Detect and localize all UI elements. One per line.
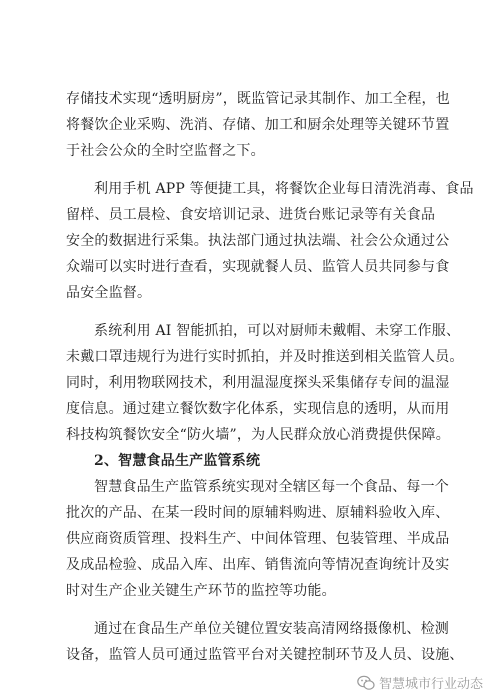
watermark-text: 智慧城市行业动态: [378, 677, 483, 692]
paragraph-line: 通过在食品生产单位关键位置安装高清网络摄像机、检测: [94, 621, 449, 637]
section-heading: 2、智慧食品生产监管系统: [94, 453, 261, 469]
paragraph-line: 未戴口罩违规行为进行实时抓拍，并及时推送到相关监管人员。: [66, 349, 464, 365]
paragraph-line: 度信息。通过建立餐饮数字化体系，实现信息的透明，从而用: [66, 401, 450, 417]
paragraph-line: 众端可以实时进行查看，实现就餐人员、监管人员共同参与食: [66, 259, 450, 275]
paragraph-line: 及成品检验、成品入库、出库、销售流向等情况查询统计及实: [66, 557, 450, 573]
paragraph-line: 于社会公众的全时空监督之下。: [66, 143, 265, 159]
paragraph-line: 科技构筑餐饮安全“防火墙”，为人民群众放心消费提供保障。: [66, 427, 450, 443]
paragraph-line: 存储技术实现“透明厨房”，既监管记录其制作、加工全程，也: [66, 91, 450, 107]
paragraph-line: 时对生产企业关键生产环节的监控等功能。: [66, 583, 336, 599]
paragraph-line: 系统利用 AI 智能抓拍，可以对厨师未戴帽、未穿工作服、: [94, 323, 461, 339]
paragraph-line: 将餐饮企业采购、洗消、存储、加工和厨余处理等关键环节置: [66, 117, 450, 133]
paragraph-line: 品安全监督。: [66, 285, 152, 301]
paragraph-line: 同时，利用物联网技术，利用温湿度探头采集储存专间的温湿: [66, 375, 450, 391]
document-body: [66, 86, 474, 668]
paragraph-line: 利用手机 APP 等便捷工具，将餐饮企业每日清洗消毒、食品: [94, 181, 474, 197]
paragraph-line: 留样、员工晨检、食安培训记录、进货台账记录等有关食品: [66, 207, 436, 223]
wechat-icon: [357, 675, 375, 691]
watermark: [357, 673, 483, 692]
paragraph-line: 批次的产品、在某一段时间的原辅料购进、原辅料验收入库、: [66, 505, 450, 521]
paragraph-line: 智慧食品生产监管系统实现对全辖区每一个食品、每一个: [94, 479, 449, 495]
paragraph-line: 供应商资质管理、投料生产、中间体管理、包装管理、半成品: [66, 531, 450, 547]
paragraph-line: 安全的数据进行采集。执法部门通过执法端、社会公众通过公: [66, 233, 450, 249]
paragraph-line: 设备，监管人员可通过监管平台对关键控制环节及人员、设施、: [66, 647, 464, 663]
